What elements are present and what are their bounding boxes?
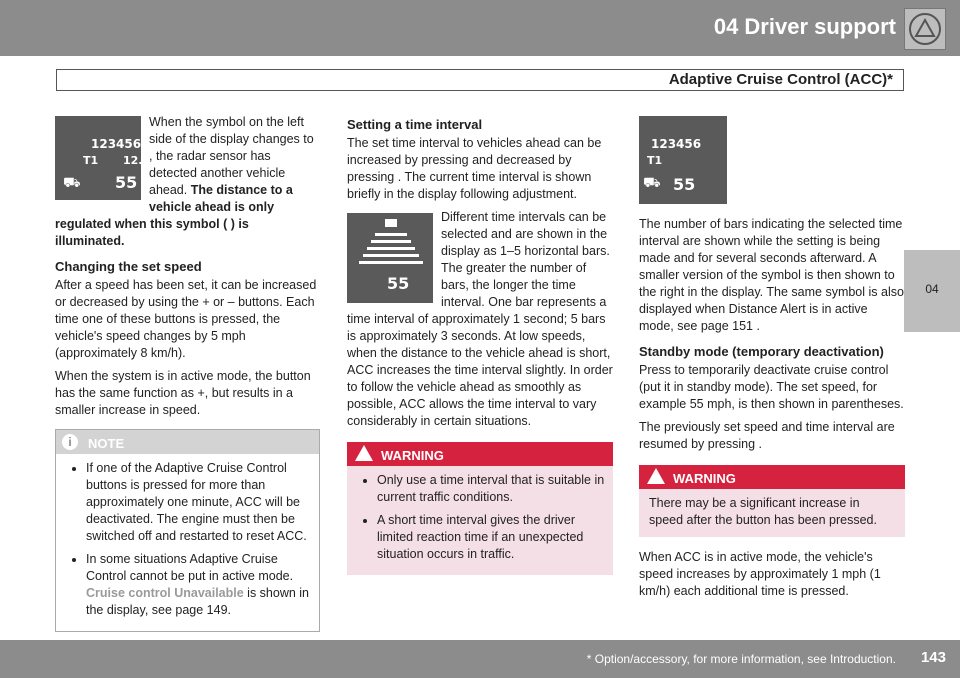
display-trip: T1	[83, 154, 99, 167]
section-bar	[56, 69, 904, 91]
time-para-2: Different time intervals can be selected and are shown in the display as 1–5 horizontal bars. The greater the number of bars, the longer the time interval. One bar represents a time interval of approximately 1 second; 5 bars is approximately 3 seconds. At low speeds, when the distance to the vehicle ahead is short, ACC increases the time interval slightly. In order to follow the vehicle ahead as smoothly as possible, ACC allows the time interval to vary considerably in certain situations.	[347, 210, 613, 428]
warning-item: • Only use a time interval that is suitable in current traffic conditions.	[377, 472, 605, 506]
heading-time-interval: Setting a time interval	[347, 117, 483, 132]
warning-text: There may be a significant increase in speed after the button has been pressed.	[649, 496, 877, 527]
note-title: NOTE	[88, 436, 125, 451]
display-speed: 55	[387, 274, 410, 293]
heading-change-speed: Changing the set speed	[55, 259, 202, 274]
warning-box	[347, 442, 613, 575]
chapter-title: 04 Driver support	[713, 14, 896, 39]
warning-header	[347, 442, 613, 466]
car-radar-icon: ⛟	[63, 174, 81, 190]
section-title: Adaptive Cruise Control (ACC)*	[668, 71, 893, 88]
display-odometer: 123456	[91, 137, 142, 151]
display-speed: 55	[115, 173, 138, 192]
display-trip: T1	[647, 154, 663, 167]
column-1	[55, 114, 320, 632]
column-2	[347, 114, 613, 575]
warning-title: WARNING	[673, 471, 736, 486]
column-3	[639, 114, 905, 606]
display-image-1	[55, 116, 141, 200]
heading-standby: Standby mode (temporary deactivation)	[639, 344, 884, 359]
standby-para-1: Press to temporarily deactivate cruise control (put it in standby mode). The set speed, for example 55 mph, is then shown in parentheses.	[639, 363, 904, 411]
note-item: • In some situations Adaptive Cruise Control cannot be put in active mode. Cruise control Unavailable is shown in the display, see page 149.	[86, 551, 311, 619]
header-bar	[0, 0, 960, 56]
intro-bold: The distance to a vehicle ahead is only regulated when this symbol ( ) is illuminated.	[55, 183, 293, 248]
active-para: When ACC is in active mode, the vehicle's speed increases by approximately 1 mph (1 km/h) each additional time is pressed.	[639, 550, 881, 598]
display-image-2	[347, 213, 433, 303]
warning-item: • A short time interval gives the driver limited reaction time if an unexpected situation occurs in traffic.	[377, 512, 605, 563]
footer-note: * Option/accessory, for more information, see Introduction.	[586, 652, 896, 666]
standby-para-2: The previously set speed and time interval are resumed by pressing .	[639, 420, 895, 451]
display-odometer: 123456	[651, 137, 702, 151]
warning-title: WARNING	[381, 448, 444, 463]
speed-para-2: When the system is in active mode, the button has the same function as +, but results in a smaller increase in speed.	[55, 369, 311, 417]
chapter-tab	[904, 250, 960, 332]
note-box	[55, 429, 320, 632]
display-trip-value: 12.	[123, 154, 143, 167]
note-item: • If one of the Adaptive Cruise Control buttons is pressed for more than approximately one minute, ACC will be deactivated. The engine must then be switched off and restarted to reset ACC.	[86, 460, 311, 545]
footer-bar	[0, 640, 960, 678]
warning-icon	[355, 445, 373, 461]
page-number: 143	[920, 649, 946, 666]
time-para-1: The set time interval to vehicles ahead can be increased by pressing and decreased by pressing . The current time interval is shown briefly in the display following adjustment.	[347, 136, 602, 201]
info-icon: i	[62, 434, 78, 450]
car-icon: ⛟	[643, 174, 661, 190]
note-header	[56, 430, 319, 454]
intro-text: When the symbol on the left side of the display changes to , the radar sensor has detected another vehicle ahead.	[149, 115, 314, 197]
bars-para: The number of bars indicating the selected time interval are shown while the setting is being made and for several seconds afterward. A smaller version of the symbol is then shown to the right in the display. The same symbol is also displayed when Distance Alert is in active mode, see page 151 .	[639, 217, 904, 333]
warning-triangle-icon	[904, 8, 946, 50]
warning-header	[639, 465, 905, 489]
display-speed: 55	[673, 175, 696, 194]
warning-icon	[647, 468, 665, 484]
warning-box	[639, 465, 905, 537]
display-image-3	[639, 116, 727, 204]
chapter-tab-label: 04	[925, 282, 939, 296]
speed-para-1: After a speed has been set, it can be increased or decreased by using the + or – buttons. Each time one of these buttons is pressed, the vehicle's speed changes by 5 mph (approximately 8 km/h).	[55, 278, 317, 360]
